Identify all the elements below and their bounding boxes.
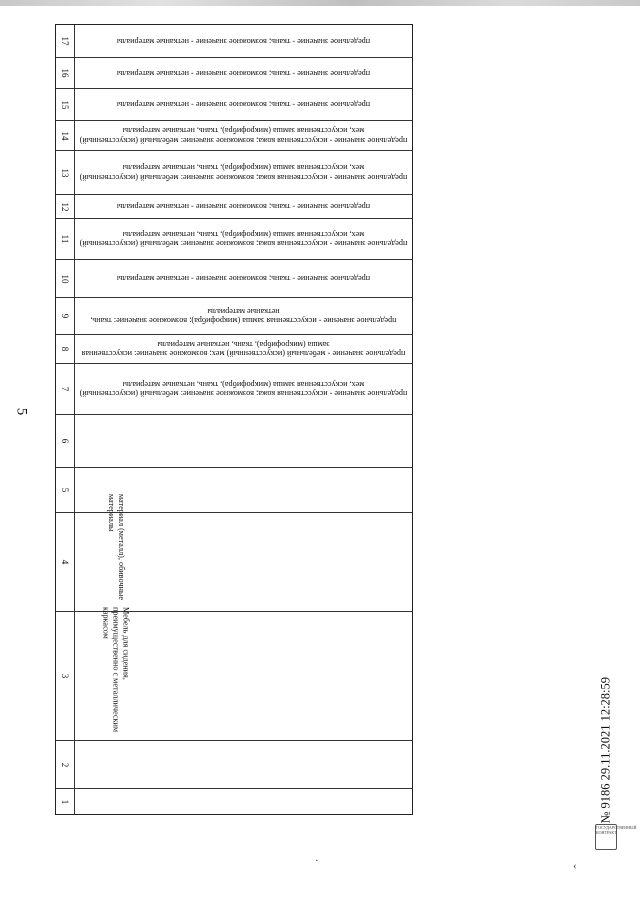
table-row — [56, 58, 412, 89]
table-row — [56, 89, 412, 121]
row-text: предельное значение - искусственная кожа; возможное значение: мебельный (искусственный) мех, искусственная замша (микрофибра), ткань, нетканые материалы — [79, 380, 408, 399]
registration-stamp — [593, 628, 637, 850]
table-row — [56, 219, 412, 260]
row-number: 9 — [60, 313, 70, 319]
scan-speck: · — [315, 855, 319, 867]
scan-edge — [0, 0, 640, 6]
row-number: 12 — [60, 202, 70, 211]
table-row — [56, 151, 412, 195]
row-text: предельное значение - искусственная кожа; возможное значение: мебельный (искусственный) мех, искусственная замша (микрофибра), ткань, нетканые материалы — [79, 126, 408, 145]
row-number: 13 — [60, 168, 70, 177]
table-row — [56, 494, 412, 612]
row-text: предельное значение - ткань; возможное значение - нетканые материалы — [116, 202, 371, 212]
row-number: 3 — [60, 673, 70, 679]
row-text: предельное значение - ткань; возможное значение - нетканые материалы — [116, 68, 371, 78]
table-row — [56, 195, 412, 219]
table-row — [56, 415, 412, 468]
row-number: 4 — [60, 559, 70, 565]
row-text: предельное значение - ткань; возможное значение - нетканые материалы — [116, 100, 371, 110]
row-number: 1 — [60, 799, 70, 804]
row-number: 16 — [60, 68, 70, 78]
table-row — [56, 789, 412, 814]
table-row — [56, 260, 412, 298]
row-text: предельное значение - мебельный (искусственный) мех; возможное значение: искусственная замша (микрофибра), ткань, нетканые материалы — [81, 340, 406, 359]
table-row — [56, 121, 412, 151]
page-number: 5 — [13, 407, 30, 416]
table-row — [56, 298, 412, 335]
row-text: материал (металл), обивочные материалы — [107, 494, 126, 600]
row-text: предельное значение - ткань; возможное значение - нетканые материалы — [116, 274, 371, 284]
row-number: 7 — [60, 386, 70, 392]
row-text: предельное значение - ткань; возможное значение - нетканые материалы — [116, 36, 371, 46]
table-row — [56, 364, 412, 415]
row-number: 15 — [60, 100, 70, 109]
row-number: 8 — [60, 346, 70, 352]
row-number: 14 — [60, 131, 70, 140]
pen-mark: ‹ — [573, 860, 577, 872]
row-text: предельное значение - искусственная замша (микрофибра); возможное значение: ткань, нетканые материалы — [90, 307, 397, 326]
row-text: Мебель для сидения, преимущественно с металлическим каркасом — [102, 607, 131, 733]
emblem-seal: ГОСУДАРСТВЕННЫЙ КОНТРАКТ — [595, 824, 617, 850]
row-number: 10 — [60, 274, 70, 283]
row-number: 5 — [60, 487, 70, 493]
stamp-text: № 9186 29.11.2021 12:28:59 — [598, 676, 613, 824]
row-text: предельное значение - искусственная кожа; возможное значение: мебельный (искусственный) мех, искусственная замша (микрофибра), ткань, нетканые материалы — [79, 163, 408, 182]
row-number: 11 — [60, 234, 70, 244]
row-number: 17 — [60, 36, 70, 46]
row-text: предельное значение - искусственная кожа; возможное значение: мебельный (искусственный) мех, искусственная замша (микрофибра), ткань, нетканые материалы — [79, 230, 408, 249]
table-row — [56, 335, 412, 364]
row-number: 2 — [60, 762, 70, 767]
row-number: 6 — [60, 438, 70, 444]
table-row — [56, 607, 412, 741]
specification-table — [55, 24, 413, 815]
table-row — [56, 25, 412, 58]
table-row — [56, 741, 412, 789]
